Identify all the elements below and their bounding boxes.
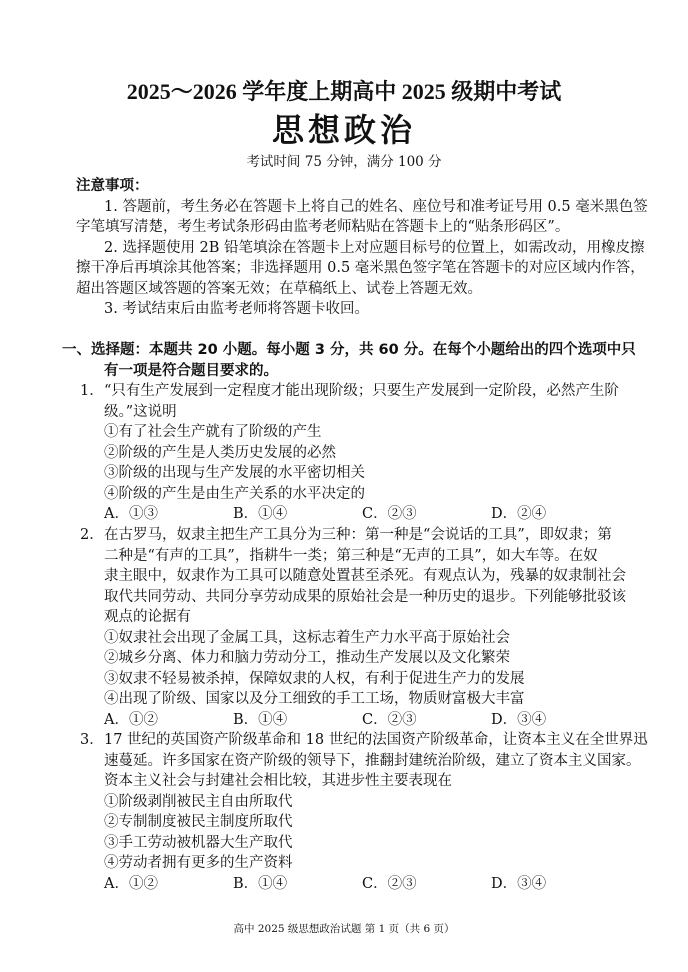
statement-item: ③手工劳动被机器大生产取代 <box>104 834 293 851</box>
question-stem: 资本主义社会与封建社会相比较，其进步性主要表现在 <box>104 773 452 789</box>
section-line: 有一项是符合题目要求的。 <box>104 362 278 379</box>
exam-info: 考试时间 75 分钟，满分 100 分 <box>246 154 442 170</box>
section-heading <box>62 340 636 381</box>
statement-item: ③阶级的出现与生产发展的水平密切相关 <box>104 465 365 481</box>
answer-options <box>80 874 620 895</box>
option-d[interactable]: D．③④ <box>491 875 547 892</box>
notice-line: 字笔填写清楚，考生考试条形码由监考老师粘贴在答题卡上的“贴条形码区”。 <box>76 219 570 235</box>
answer-options <box>80 504 620 525</box>
exam-title: 2025～2026 学年度上期高中 2025 级期中考试 <box>126 79 562 104</box>
option-a[interactable]: A．①② <box>104 875 158 892</box>
option-b[interactable]: B．①④ <box>233 875 288 892</box>
answer-options <box>80 710 620 731</box>
statement-item: ③奴隶不轻易被杀掉，保障奴隶的人权，有利于促进生产力的发展 <box>104 670 525 687</box>
notice-line: 擦干净后再填涂其他答案；非选择题用 0.5 毫米黑色签字笔在答题卡的对应区域内作答， <box>76 260 645 276</box>
notice-section <box>76 176 648 320</box>
question-stem: 级。”这说明 <box>104 403 177 420</box>
question-1 <box>80 381 620 525</box>
question-stem: 17 世纪的英国资产阶级革命和 18 世纪的法国资产阶级革命，让资本主义在全世界迅 <box>104 732 648 748</box>
option-c[interactable]: C．②③ <box>362 711 417 728</box>
question-3 <box>80 730 648 894</box>
question-number: 1． <box>80 383 104 399</box>
option-b[interactable]: B．①④ <box>233 711 288 728</box>
notice-line: 1. 答题前，考生务必在答题卡上将自己的姓名、座位号和准考证号用 0.5 毫米黑色签 <box>104 198 648 215</box>
notice-line: 超出答题区域答题的答案无效；在草稿纸上、试卷上答题无效。 <box>76 280 482 297</box>
option-a[interactable]: A．①③ <box>104 506 158 522</box>
notice-line: 3. 考试结束后由监考老师将答题卡收回。 <box>104 301 369 317</box>
statement-item: ②专制制度被民主制度所取代 <box>104 814 293 830</box>
statement-item: ④劳动者拥有更多的生产资料 <box>104 855 293 871</box>
option-c[interactable]: C．②③ <box>362 875 417 892</box>
option-c[interactable]: C．②③ <box>362 506 417 522</box>
option-b[interactable]: B．①④ <box>233 506 288 522</box>
question-stem: 速蔓延。许多国家在资产阶级的领导下，推翻封建统治阶级，建立了资本主义国家。 <box>104 752 641 769</box>
page-footer: 高中 2025 级思想政治试题 第 1 页（共 6 页） <box>233 923 455 935</box>
option-d[interactable]: D．②④ <box>491 506 547 522</box>
question-stem: 二种是“有声的工具”，指耕牛一类；第三种是“无声的工具”，如大车等。在奴 <box>104 547 598 564</box>
option-d[interactable]: D．③④ <box>491 711 547 728</box>
option-a[interactable]: A．①② <box>104 711 158 728</box>
question-stem: 隶主眼中，奴隶作为工具可以随意处置甚至杀死。有观点认为，残暴的奴隶制社会 <box>104 568 626 584</box>
statement-item: ④阶级的产生是由生产关系的水平决定的 <box>104 485 365 502</box>
statement-item: ①有了社会生产就有了阶级的产生 <box>104 424 322 440</box>
statement-item: ②城乡分离、体力和脑力劳动分工，推动生产发展以及文化繁荣 <box>104 650 510 666</box>
question-stem: 在古罗马，奴隶主把生产工具分为三种：第一种是“会说话的工具”，即奴隶；第 <box>104 527 612 543</box>
notice-heading: 注意事项： <box>76 178 149 194</box>
question-stem: 观点的论据有 <box>104 609 191 625</box>
section-line: 一、选择题：本题共 20 小题。每小题 3 分，共 60 分。在每个小题给出的四个选项中只 <box>62 342 636 358</box>
statement-item: ②阶级的产生是人类历史发展的必然 <box>104 444 336 461</box>
statement-item: ①奴隶社会出现了金属工具，这标志着生产力水平高于原始社会 <box>104 629 510 646</box>
question-stem: 取代共同劳动、共同分享劳动成果的原始社会是一种历史的退步。下列能够批驳该 <box>104 588 626 605</box>
statement-item: ④出现了阶级、国家以及分工细致的手工工场，物质财富极大丰富 <box>104 691 525 707</box>
question-number: 2． <box>80 527 104 543</box>
question-number: 3． <box>80 732 104 748</box>
question-stem: “只有生产发展到一定程度才能出现阶级；只要生产发展到一定阶段，必然产生阶 <box>104 383 619 399</box>
subject-title: 思想政治 <box>271 111 416 149</box>
question-2 <box>80 525 626 730</box>
statement-item: ①阶级剥削被民主自由所取代 <box>104 793 293 810</box>
notice-line: 2. 选择题使用 2B 铅笔填涂在答题卡上对应题目标号的位置上，如需改动，用橡皮擦 <box>104 239 645 256</box>
